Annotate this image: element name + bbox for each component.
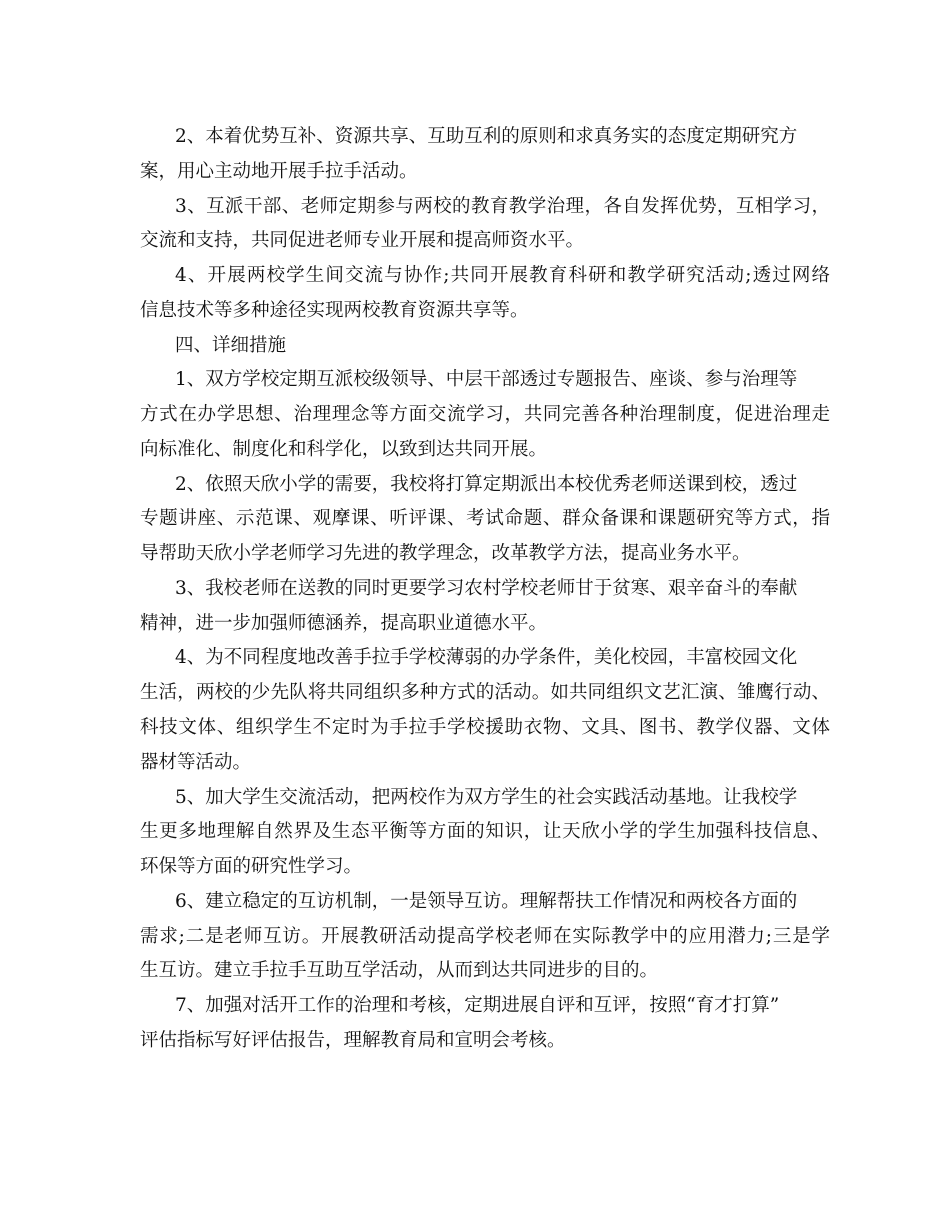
text-line: 3、我校老师在送教的同时更要学习农村学校老师甘于贫寒、艰辛奋斗的奉献 xyxy=(175,577,798,599)
text-line: 生更多地理解自然界及生态平衡等方面的知识，让天欣小学的学生加强科技信息、 xyxy=(140,821,830,843)
text-line: 方式在办学思想、治理理念等方面交流学习，共同完善各种治理制度，促进治理走 xyxy=(140,404,830,426)
text-line: 信息技术等多种途径实现两校教育资源共享等。 xyxy=(140,299,529,321)
paragraph xyxy=(140,363,830,467)
text-line: 科技文体、组织学生不定时为手拉手学校援助衣物、文具、图书、教学仪器、文体 xyxy=(140,717,830,739)
text-line: 2、本着优势互补、资源共享、互助互利的原则和求真务实的态度定期研究方 xyxy=(175,126,798,147)
text-line: 向标准化、制度化和科学化，以致到达共同开展。 xyxy=(140,438,548,460)
text-line: 评估指标写好评估报告，理解教育局和宣明会考核。 xyxy=(140,1029,566,1051)
text-line: 交流和支持，共同促进老师专业开展和提高师资水平。 xyxy=(140,230,585,252)
text-line: 1、双方学校定期互派校级领导、中层干部透过专题报告、座谈、参与治理等 xyxy=(175,369,798,391)
paragraph xyxy=(140,641,830,780)
section-heading-text: 四、详细措施 xyxy=(175,334,287,356)
text-line: 需求;二是老师互访。开展教研活动提高学校老师在实际教学中的应用潜力;三是学 xyxy=(140,925,830,947)
text-line: 3、互派干部、老师定期参与两校的教育教学治理，各自发挥优势，互相学习， xyxy=(175,195,830,217)
paragraph xyxy=(140,989,830,1059)
document-body xyxy=(140,120,830,1059)
text-line: 6、建立稳定的互访机制，一是领导互访。理解帮扶工作情况和两校各方面的 xyxy=(175,890,798,912)
text-line: 导帮助天欣小学老师学习先进的教学理念，改革教学方法，提高业务水平。 xyxy=(140,543,751,565)
paragraph xyxy=(140,572,830,642)
text-line: 器材等活动。 xyxy=(140,751,252,773)
text-line: 2、依照天欣小学的需要，我校将打算定期派出本校优秀老师送课到校，透过 xyxy=(175,473,798,495)
paragraph xyxy=(140,781,830,885)
text-line: 7、加强对活开工作的治理和考核，定期进展自评和互评，按照“育才打算” xyxy=(175,995,780,1017)
text-line: 4、为不同程度地改善手拉手学校薄弱的办学条件，美化校园，丰富校园文化 xyxy=(175,647,798,669)
paragraph xyxy=(140,259,830,329)
paragraph xyxy=(140,468,830,572)
text-line: 环保等方面的研究性学习。 xyxy=(140,856,363,878)
text-line: 4、开展两校学生间交流与协作;共同开展教育科研和教学研究活动;透过网络 xyxy=(175,265,830,287)
text-line: 案，用心主动地开展手拉手活动。 xyxy=(140,160,418,182)
text-line: 5、加大学生交流活动，把两校作为双方学生的社会实践活动基地。让我校学 xyxy=(175,786,798,808)
paragraph xyxy=(140,885,830,989)
paragraph xyxy=(140,120,830,190)
paragraph xyxy=(140,190,830,260)
text-line: 生互访。建立手拉手互助互学活动，从而到达共同进步的目的。 xyxy=(140,960,659,982)
section-heading xyxy=(140,329,830,364)
text-line: 专题讲座、示范课、观摩课、听评课、考试命题、群众备课和课题研究等方式，指 xyxy=(140,508,830,530)
text-line: 生活，两校的少先队将共同组织多种方式的活动。如共同组织文艺汇演、雏鹰行动、 xyxy=(140,682,830,704)
text-line: 精神，进一步加强师德涵养，提高职业道德水平。 xyxy=(140,612,548,634)
